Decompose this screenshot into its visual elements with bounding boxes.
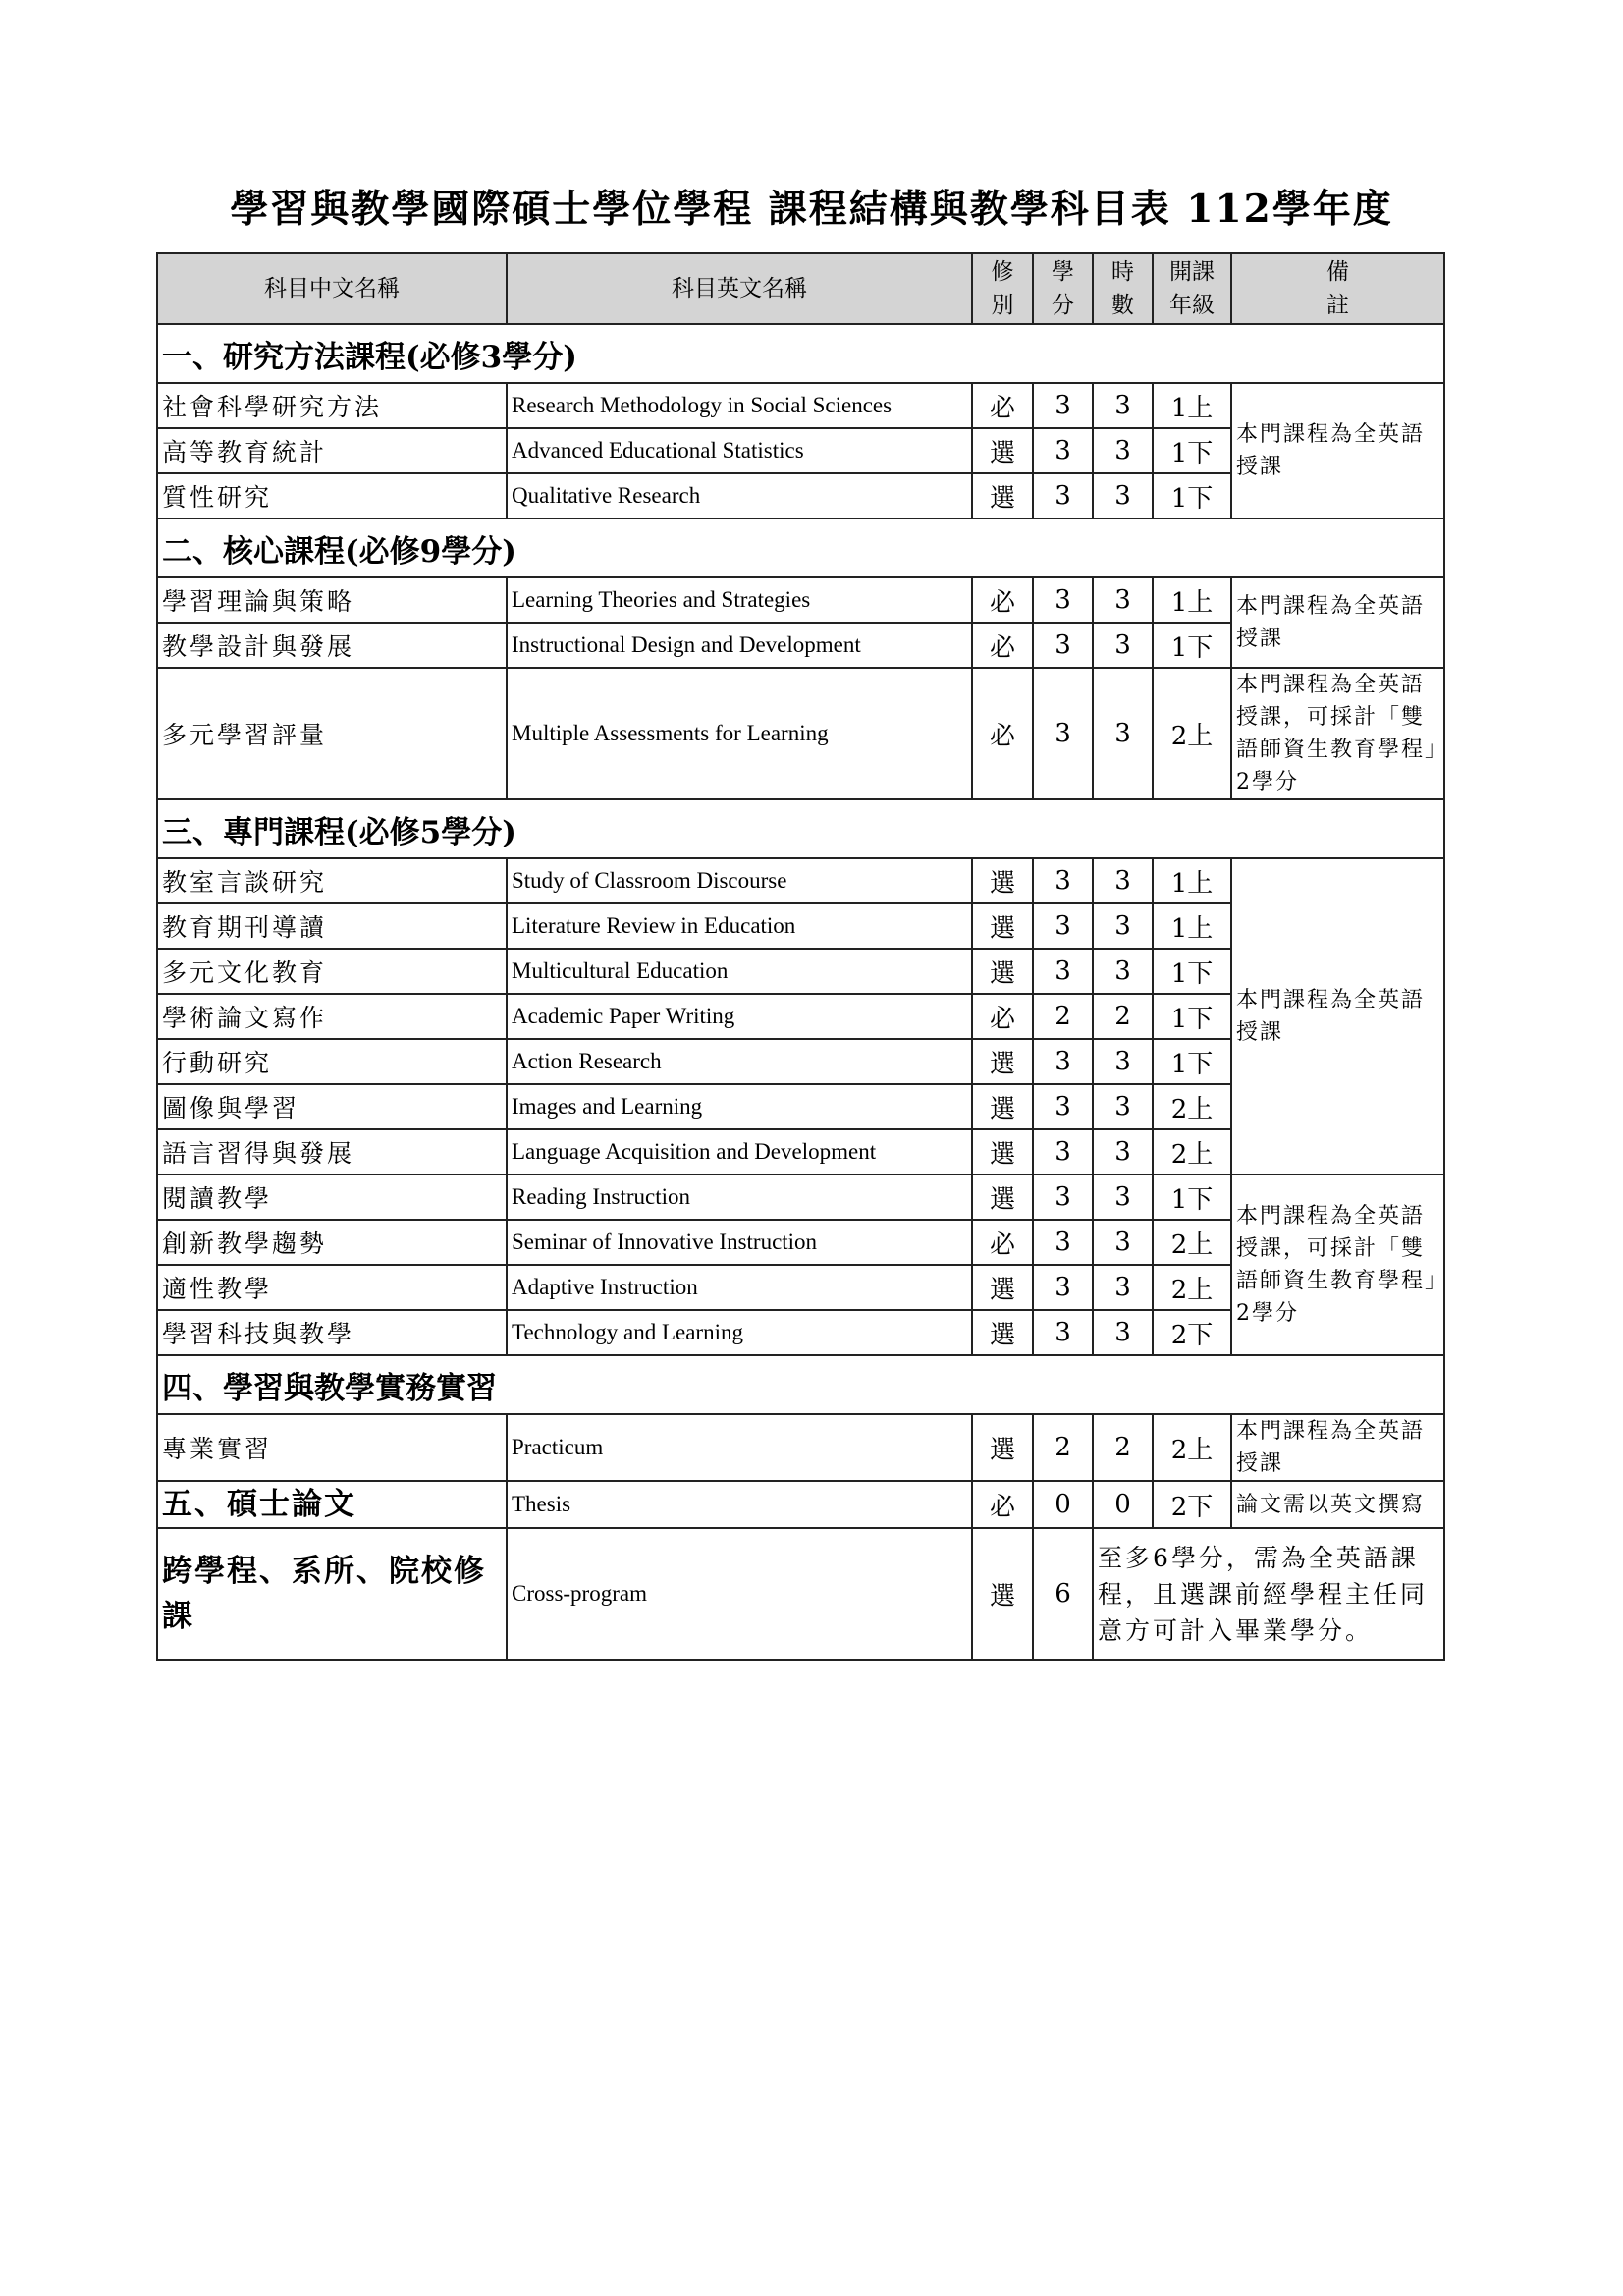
course-en-name: Instructional Design and Development	[507, 623, 972, 668]
course-en-name: Academic Paper Writing	[507, 994, 972, 1039]
course-type: 必	[972, 383, 1033, 428]
course-credit: 3	[1033, 1039, 1093, 1084]
course-grade: 1上	[1153, 577, 1231, 623]
course-hours: 3	[1093, 1220, 1153, 1265]
course-cn-name: 社會科學研究方法	[157, 383, 507, 428]
course-en-name: Learning Theories and Strategies	[507, 577, 972, 623]
course-remark: 本門課程為全英語授課	[1231, 577, 1444, 668]
course-remark: 本門課程為全英語授課，可採計「雙語師資生教育學程」2學分	[1231, 668, 1444, 799]
course-en-name: Reading Instruction	[507, 1175, 972, 1220]
table-row	[157, 1481, 1444, 1528]
course-cn-name: 教室言談研究	[157, 858, 507, 903]
course-credit: 3	[1033, 949, 1093, 994]
course-credit: 3	[1033, 1310, 1093, 1355]
course-credit: 3	[1033, 1265, 1093, 1310]
course-cn-name: 學習科技與教學	[157, 1310, 507, 1355]
course-type: 選	[972, 1265, 1033, 1310]
course-en-name: Research Methodology in Social Sciences	[507, 383, 972, 428]
course-remark: 本門課程為全英語授課	[1231, 1414, 1444, 1481]
course-type: 選	[972, 473, 1033, 519]
course-type: 選	[972, 1175, 1033, 1220]
course-hours: 3	[1093, 428, 1153, 473]
course-cn-name: 適性教學	[157, 1265, 507, 1310]
course-hours: 3	[1093, 1084, 1153, 1129]
course-hours: 3	[1093, 1039, 1153, 1084]
course-grade: 2上	[1153, 1414, 1231, 1481]
course-hours: 3	[1093, 1175, 1153, 1220]
course-cn-name: 圖像與學習	[157, 1084, 507, 1129]
course-credit: 0	[1033, 1481, 1093, 1528]
course-en-name: Adaptive Instruction	[507, 1265, 972, 1310]
course-hours: 0	[1093, 1481, 1153, 1528]
table-row	[157, 577, 1444, 623]
course-credit: 2	[1033, 994, 1093, 1039]
course-credit: 3	[1033, 1175, 1093, 1220]
table-row	[157, 1414, 1444, 1481]
course-credit: 3	[1033, 383, 1093, 428]
course-credit: 6	[1033, 1528, 1093, 1660]
course-remark: 本門課程為全英語授課	[1231, 383, 1444, 519]
course-credit: 3	[1033, 668, 1093, 799]
course-en-name: Images and Learning	[507, 1084, 972, 1129]
course-grade: 1下	[1153, 949, 1231, 994]
section-heading: 四、學習與教學實務實習	[157, 1355, 1444, 1414]
course-en-name: Action Research	[507, 1039, 972, 1084]
course-type: 選	[972, 858, 1033, 903]
course-hours: 2	[1093, 994, 1153, 1039]
course-type: 必	[972, 994, 1033, 1039]
course-credit: 3	[1033, 858, 1093, 903]
course-type: 選	[972, 428, 1033, 473]
section-heading: 五、碩士論文	[157, 1481, 507, 1528]
header-en-name: 科目英文名稱	[507, 253, 972, 324]
header-row	[157, 253, 1444, 324]
course-type: 必	[972, 577, 1033, 623]
course-type: 選	[972, 1129, 1033, 1175]
course-hours: 3	[1093, 577, 1153, 623]
course-credit: 3	[1033, 903, 1093, 949]
course-hours: 3	[1093, 1129, 1153, 1175]
course-type: 選	[972, 903, 1033, 949]
header-grade: 開課 年級	[1153, 253, 1231, 324]
course-credit: 3	[1033, 1084, 1093, 1129]
course-credit: 3	[1033, 1220, 1093, 1265]
course-en-name: Language Acquisition and Development	[507, 1129, 972, 1175]
course-cn-name: 行動研究	[157, 1039, 507, 1084]
course-hours: 3	[1093, 623, 1153, 668]
header-remark: 備 註	[1231, 253, 1444, 324]
table-row	[157, 1528, 1444, 1660]
course-grade: 1下	[1153, 623, 1231, 668]
course-en-name: Advanced Educational Statistics	[507, 428, 972, 473]
course-en-name: Seminar of Innovative Instruction	[507, 1220, 972, 1265]
course-hours: 3	[1093, 858, 1153, 903]
course-cn-name: 學習理論與策略	[157, 577, 507, 623]
course-hours: 3	[1093, 1265, 1153, 1310]
course-type: 必	[972, 623, 1033, 668]
table-row	[157, 1175, 1444, 1220]
course-type: 必	[972, 1481, 1033, 1528]
page-title: 學習與教學國際碩士學位學程 課程結構與教學科目表 112學年度	[230, 187, 1393, 232]
course-credit: 3	[1033, 577, 1093, 623]
table-row	[157, 858, 1444, 903]
course-hours: 3	[1093, 383, 1153, 428]
course-en-name: Literature Review in Education	[507, 903, 972, 949]
course-grade: 2上	[1153, 1129, 1231, 1175]
course-grade: 1下	[1153, 473, 1231, 519]
course-cn-name: 學術論文寫作	[157, 994, 507, 1039]
course-type: 必	[972, 1220, 1033, 1265]
course-type: 選	[972, 949, 1033, 994]
course-grade: 2下	[1153, 1481, 1231, 1528]
course-grade: 2上	[1153, 1265, 1231, 1310]
course-type: 選	[972, 1310, 1033, 1355]
course-grade: 1上	[1153, 858, 1231, 903]
course-en-name: Multicultural Education	[507, 949, 972, 994]
header-credit: 學 分	[1033, 253, 1093, 324]
header-hours: 時 數	[1093, 253, 1153, 324]
course-cn-name: 教學設計與發展	[157, 623, 507, 668]
course-hours: 3	[1093, 949, 1153, 994]
course-credit: 3	[1033, 428, 1093, 473]
course-remark: 論文需以英文撰寫	[1231, 1481, 1444, 1528]
course-cn-name: 語言習得與發展	[157, 1129, 507, 1175]
course-cn-name: 多元文化教育	[157, 949, 507, 994]
course-grade: 1上	[1153, 383, 1231, 428]
course-en-name: Technology and Learning	[507, 1310, 972, 1355]
course-grade: 2上	[1153, 668, 1231, 799]
course-credit: 3	[1033, 1129, 1093, 1175]
course-en-name: Thesis	[507, 1481, 972, 1528]
course-en-name: Multiple Assessments for Learning	[507, 668, 972, 799]
section-heading: 三、專門課程(必修5學分)	[157, 799, 1444, 858]
course-type: 必	[972, 668, 1033, 799]
course-type: 選	[972, 1414, 1033, 1481]
course-cn-name: 跨學程、系所、院校修課	[157, 1528, 507, 1660]
course-grade: 1上	[1153, 903, 1231, 949]
course-grade: 1下	[1153, 428, 1231, 473]
course-cn-name: 閱讀教學	[157, 1175, 507, 1220]
course-credit: 3	[1033, 473, 1093, 519]
header-cn-name: 科目中文名稱	[157, 253, 507, 324]
course-hours: 3	[1093, 1310, 1153, 1355]
table-row	[157, 383, 1444, 428]
table-row	[157, 668, 1444, 799]
course-en-name: Practicum	[507, 1414, 972, 1481]
section-heading: 二、核心課程(必修9學分)	[157, 519, 1444, 577]
course-credit: 2	[1033, 1414, 1093, 1481]
section-heading: 一、研究方法課程(必修3學分)	[157, 324, 1444, 383]
course-grade: 2下	[1153, 1310, 1231, 1355]
course-en-name: Qualitative Research	[507, 473, 972, 519]
course-type: 選	[972, 1039, 1033, 1084]
course-type: 選	[972, 1084, 1033, 1129]
course-en-name: Study of Classroom Discourse	[507, 858, 972, 903]
course-remark: 本門課程為全英語授課	[1231, 858, 1444, 1175]
course-cn-name: 教育期刊導讀	[157, 903, 507, 949]
course-cn-name: 質性研究	[157, 473, 507, 519]
course-grade: 2上	[1153, 1220, 1231, 1265]
course-cn-name: 多元學習評量	[157, 668, 507, 799]
course-grade: 2上	[1153, 1084, 1231, 1129]
course-hours: 3	[1093, 668, 1153, 799]
course-grade: 1下	[1153, 1039, 1231, 1084]
course-hours: 3	[1093, 473, 1153, 519]
course-en-name: Cross-program	[507, 1528, 972, 1660]
course-hours: 2	[1093, 1414, 1153, 1481]
course-grade: 1下	[1153, 1175, 1231, 1220]
course-cn-name: 高等教育統計	[157, 428, 507, 473]
course-cn-name: 專業實習	[157, 1414, 507, 1481]
course-grade: 1下	[1153, 994, 1231, 1039]
course-table	[156, 252, 1445, 1661]
course-cn-name: 創新教學趨勢	[157, 1220, 507, 1265]
course-credit: 3	[1033, 623, 1093, 668]
course-remark: 至多6學分，需為全英語課程，且選課前經學程主任同意方可計入畢業學分。	[1093, 1528, 1444, 1660]
header-type: 修 別	[972, 253, 1033, 324]
course-hours: 3	[1093, 903, 1153, 949]
course-remark: 本門課程為全英語授課，可採計「雙語師資生教育學程」2學分	[1231, 1175, 1444, 1355]
course-type: 選	[972, 1528, 1033, 1660]
